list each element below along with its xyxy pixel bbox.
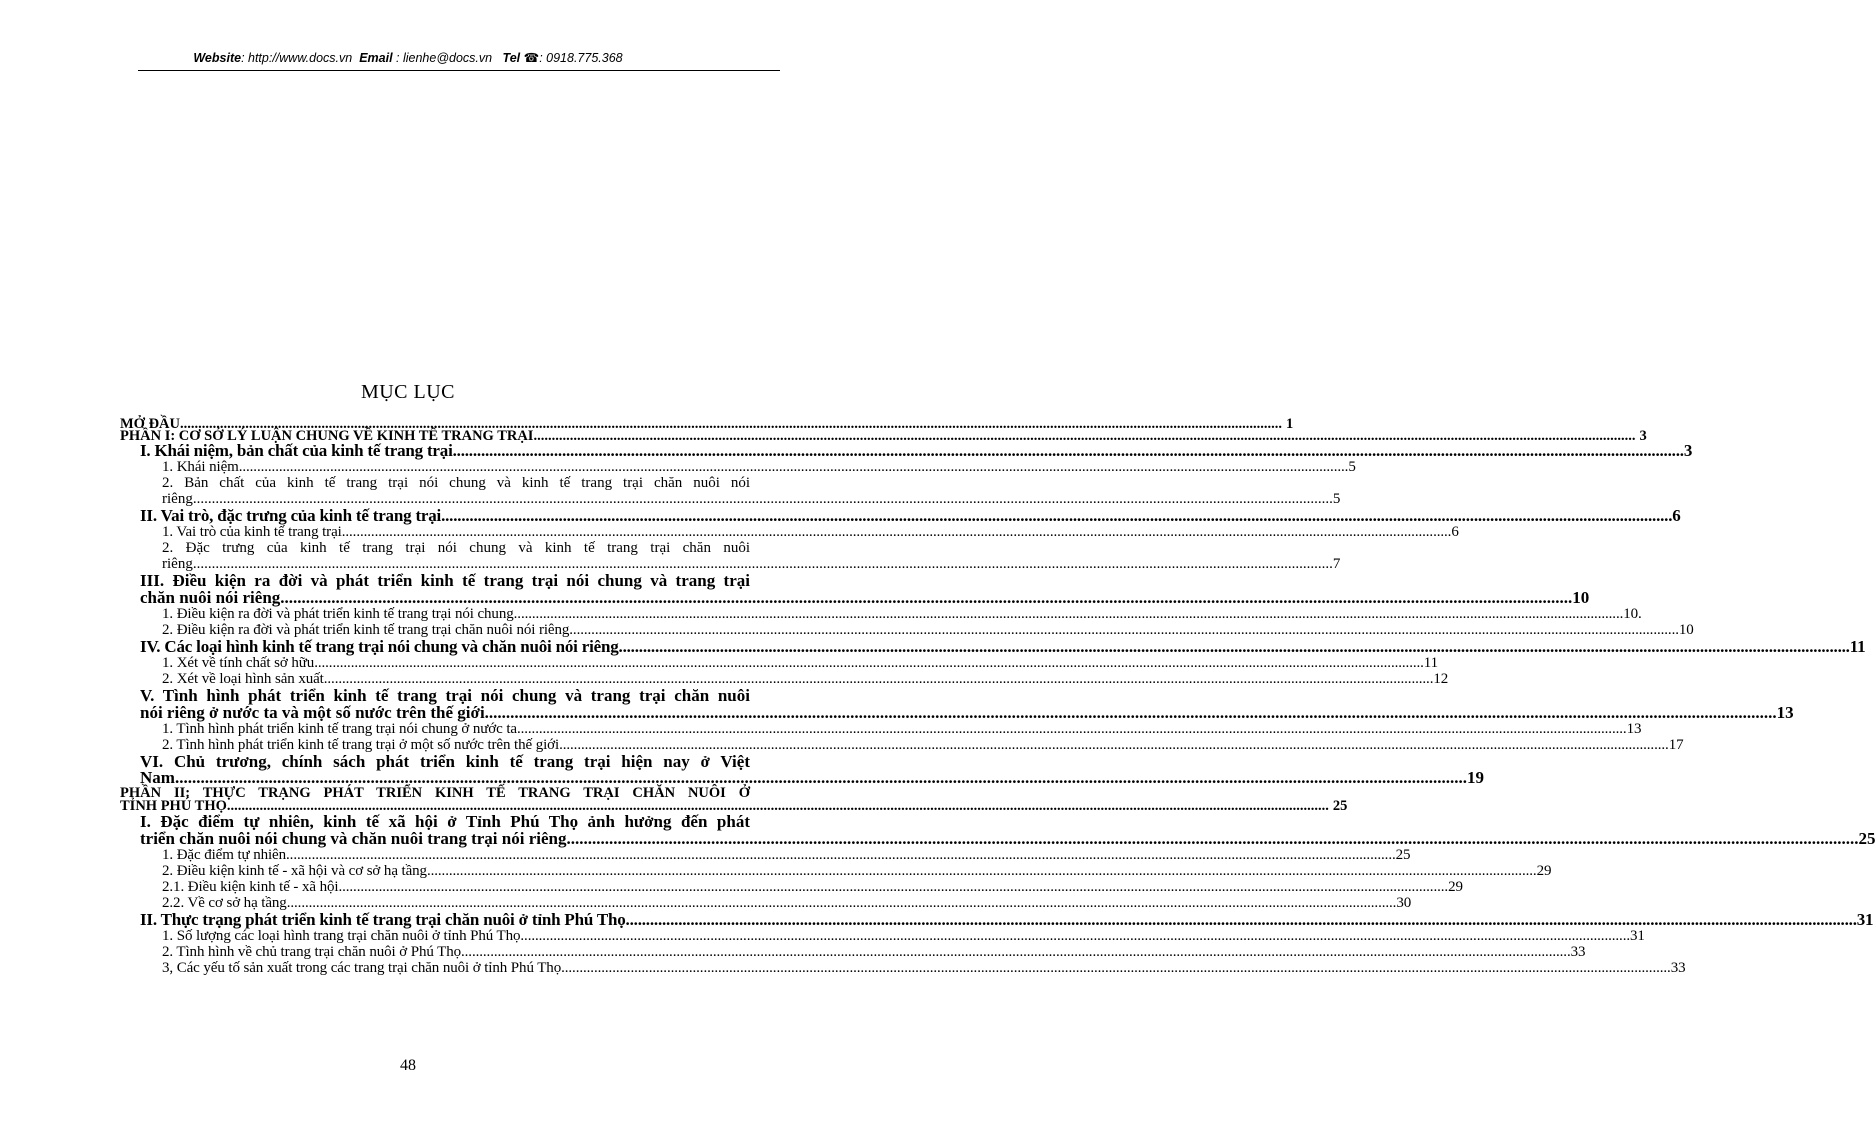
toc-entry-page: 30 [1396, 895, 1412, 911]
leader-dots [342, 524, 1452, 540]
toc-entry-page: 13 [1776, 703, 1794, 722]
toc-entry[interactable] [120, 655, 1439, 671]
toc-entry-text-cont: nói riêng ở nước ta và một số nước trên thế giới [140, 703, 485, 722]
leader-dots [175, 770, 1467, 785]
email-value[interactable]: : lienhe@docs.vn [396, 51, 493, 65]
toc-entry[interactable] [120, 910, 1874, 929]
toc-entry-text: 2. Tình hình về chủ trang trại chăn nuôi ở Phú Thọ [162, 944, 461, 960]
toc-entry-text: VI. Chủ trương, chính sách phát triển kinh tế trang trại hiện nay ở Việt [140, 752, 750, 771]
toc-entry-text-cont: Nam [140, 768, 175, 787]
leader-dots [324, 671, 1434, 687]
toc-entry[interactable] [120, 571, 1590, 607]
toc-entry-page: 33 [1570, 944, 1586, 960]
toc-entry[interactable] [120, 895, 1412, 911]
leader-dots [441, 507, 1672, 524]
toc-entry-text: 1. Điều kiện ra đời và phát triển kinh tế trang trại nói chung [162, 606, 514, 622]
toc-entry-text: II. Vai trò, đặc trưng của kinh tế trang trại [140, 506, 442, 525]
phone-icon: ☎ [523, 51, 540, 65]
toc-entry[interactable] [120, 752, 1484, 787]
toc-entry-text: 2. Điều kiện kinh tế - xã hội và cơ sở hạ tầng [162, 863, 427, 879]
toc-entry-text: 2.1. Điều kiện kinh tế - xã hội [162, 879, 339, 895]
leader-dots [566, 830, 1858, 847]
toc-entry-text: 1. Tình hình phát triển kinh tế trang trại nói chung ở nước ta [162, 721, 517, 737]
toc-entry-text: V. Tình hình phát triển kinh tế trang trại nói chung và trang trại chăn nuôi [140, 686, 750, 705]
toc-entry-text: PHẦN II: THỰC TRẠNG PHÁT TRIỂN KINH TẾ TRANG TRẠI CHĂN NUÔI Ở [120, 785, 750, 801]
toc-entry[interactable] [120, 441, 1693, 460]
toc-entry-text: 2. Xét về loại hình sản xuất [162, 671, 324, 687]
tel-label: Tel [502, 51, 521, 65]
toc-entry[interactable] [120, 928, 1645, 944]
toc-entry-text: 1. Vai trò của kinh tế trang trại [162, 524, 342, 540]
toc-entry[interactable] [120, 812, 1875, 848]
toc-entry-page: 31 [1630, 928, 1645, 944]
toc-entry-page: 1 [1286, 416, 1294, 432]
toc-entry-text: II. Thực trạng phát triển kinh tế trang trại chăn nuôi ở tỉnh Phú Thọ [140, 910, 626, 929]
leader-dots [314, 655, 1424, 671]
toc-entry-page: 10. [1623, 606, 1642, 622]
toc-entry[interactable] [120, 524, 1459, 540]
toc-entry[interactable] [120, 637, 1866, 656]
toc-entry-text: 2.2. Về cơ sở hạ tầng [162, 895, 287, 911]
toc-entry-page: 25 [1395, 847, 1411, 863]
leader-dots [514, 606, 1624, 622]
leader-dots [338, 879, 1448, 895]
toc-entry-text: 2. Điều kiện ra đời và phát triển kinh tế trang trại chăn nuôi nói riêng [162, 622, 570, 638]
toc-entry-page: 5 [1332, 491, 1341, 507]
toc-entry-text: 1. Khái niệm [162, 459, 239, 475]
toc-entry-page: 25 [1332, 798, 1348, 814]
header-divider [138, 70, 780, 71]
toc-entry[interactable] [120, 459, 1356, 475]
leader-dots [569, 622, 1679, 638]
toc-entry-page: 6 [1672, 506, 1681, 525]
email-label: Email [359, 51, 393, 65]
toc-entry[interactable] [120, 686, 1794, 722]
toc-entry-page: 3 [1683, 441, 1693, 460]
toc-entry-text: I. Đặc điểm tự nhiên, kinh tế xã hội ở Tỉnh Phú Thọ ảnh hưởng đến phát [140, 812, 750, 831]
toc-entry-text: 2. Tình hình phát triển kinh tế trang trại ở một số nước trên thế giới [162, 737, 560, 753]
leader-dots [280, 589, 1572, 606]
page-header [0, 50, 816, 65]
toc-entry-page: 19 [1466, 768, 1484, 787]
toc-entry-text: I. Khái niệm, bản chất của kinh tế trang trại [140, 441, 453, 460]
toc-entry[interactable] [120, 863, 1552, 879]
toc-entry-text: 1. Đặc điểm tự nhiên [162, 847, 287, 863]
toc-entry[interactable] [120, 475, 1341, 507]
toc-entry[interactable] [120, 737, 1684, 753]
leader-dots [286, 847, 1396, 863]
toc-entry[interactable] [120, 960, 1686, 976]
toc-entry-text: 2. Đặc trưng của kinh tế trang trại nói chung và kinh tế trang trại chăn nuôi [162, 540, 750, 556]
toc-entry-page: 25 [1858, 829, 1875, 848]
website-label: Website [193, 51, 242, 65]
toc-entry[interactable] [120, 944, 1586, 960]
toc-entry[interactable] [120, 847, 1411, 863]
toc-entry-text: 1. Xét về tính chất sở hữu [162, 655, 315, 671]
toc-entry[interactable] [120, 671, 1449, 687]
toc-entry-text: MỞ ĐẦU [120, 416, 181, 432]
toc-entry-page: 13 [1626, 721, 1642, 737]
toc-entry-text: IV. Các loại hình kinh tế trang trại nói chung và chăn nuôi nói riêng [140, 637, 619, 656]
leader-dots [517, 721, 1627, 737]
toc-entry-page: 10 [1572, 588, 1590, 607]
leader-dots [619, 638, 1850, 655]
toc-entry-page: 6 [1451, 524, 1459, 540]
toc-entry-text-cont: triển chăn nuôi nói chung và chăn nuôi trang trại nói riêng [140, 829, 567, 848]
leader-dots [287, 895, 1397, 911]
toc-entry[interactable] [120, 606, 1642, 622]
leader-dots [453, 442, 1684, 459]
toc-entry-page: 31 [1856, 910, 1874, 929]
toc-entry-text: 3, Các yếu tố sản xuất trong các trang trại chăn nuôi ở tỉnh Phú Thọ [162, 960, 562, 976]
page-number: 48 [400, 1057, 416, 1074]
toc-entry[interactable] [120, 721, 1642, 737]
leader-dots [559, 737, 1669, 753]
leader-dots [427, 863, 1537, 879]
toc-entry-text-cont: riêng [162, 556, 193, 572]
table-of-contents [120, 416, 1875, 976]
toc-entry-page: 29 [1536, 863, 1552, 879]
toc-entry-page: 12 [1433, 671, 1449, 687]
leader-dots [626, 911, 1857, 928]
toc-entry-text: III. Điều kiện ra đời và phát triển kinh tế trang trại nói chung và trang trại [140, 571, 750, 590]
leader-dots [461, 944, 1571, 960]
toc-entry-page: 3 [1639, 428, 1647, 444]
toc-entry-page: 11 [1423, 655, 1439, 671]
toc-entry-page: 17 [1668, 737, 1684, 753]
leader-dots [485, 704, 1777, 721]
leader-dots [520, 928, 1630, 944]
toc-entry[interactable] [120, 785, 1348, 814]
toc-entry-page: 5 [1348, 459, 1356, 475]
leader-dots [193, 491, 1333, 507]
toc-entry-page: 10 [1678, 622, 1694, 638]
toc-entry-text-cont: TỈNH PHÚ THỌ [120, 798, 227, 814]
toc-entry-text-cont: riêng [162, 491, 193, 507]
toc-entry-text: 2. Bản chất của kinh tế trang trại nói chung và kinh tế trang trại chăn nuôi nói [162, 475, 750, 491]
toc-entry-text: PHẦN I: CƠ SỞ LÝ LUẬN CHUNG VỀ KINH TẾ TRANG TRẠI [120, 428, 534, 444]
toc-entry-page: 11 [1849, 637, 1866, 656]
toc-entry-page: 29 [1448, 879, 1463, 895]
toc-entry-text: 1. Số lượng các loại hình trang trại chăn nuôi ở tỉnh Phú Thọ [162, 928, 521, 944]
leader-dots [193, 556, 1333, 572]
website-value[interactable]: : http://www.docs.vn [241, 51, 353, 65]
leader-dots [561, 960, 1671, 976]
page-title: MỤC LỤC [360, 381, 456, 403]
toc-entry[interactable] [120, 879, 1463, 895]
toc-entry-text-cont: chăn nuôi nói riêng [140, 588, 281, 607]
toc-entry[interactable] [120, 506, 1681, 525]
toc-entry[interactable] [120, 622, 1694, 638]
toc-entry-page: 33 [1670, 960, 1686, 976]
tel-value: : 0918.775.368 [539, 51, 623, 65]
toc-entry-page: 7 [1332, 556, 1341, 572]
leader-dots [239, 459, 1349, 475]
toc-entry[interactable] [120, 540, 1341, 572]
